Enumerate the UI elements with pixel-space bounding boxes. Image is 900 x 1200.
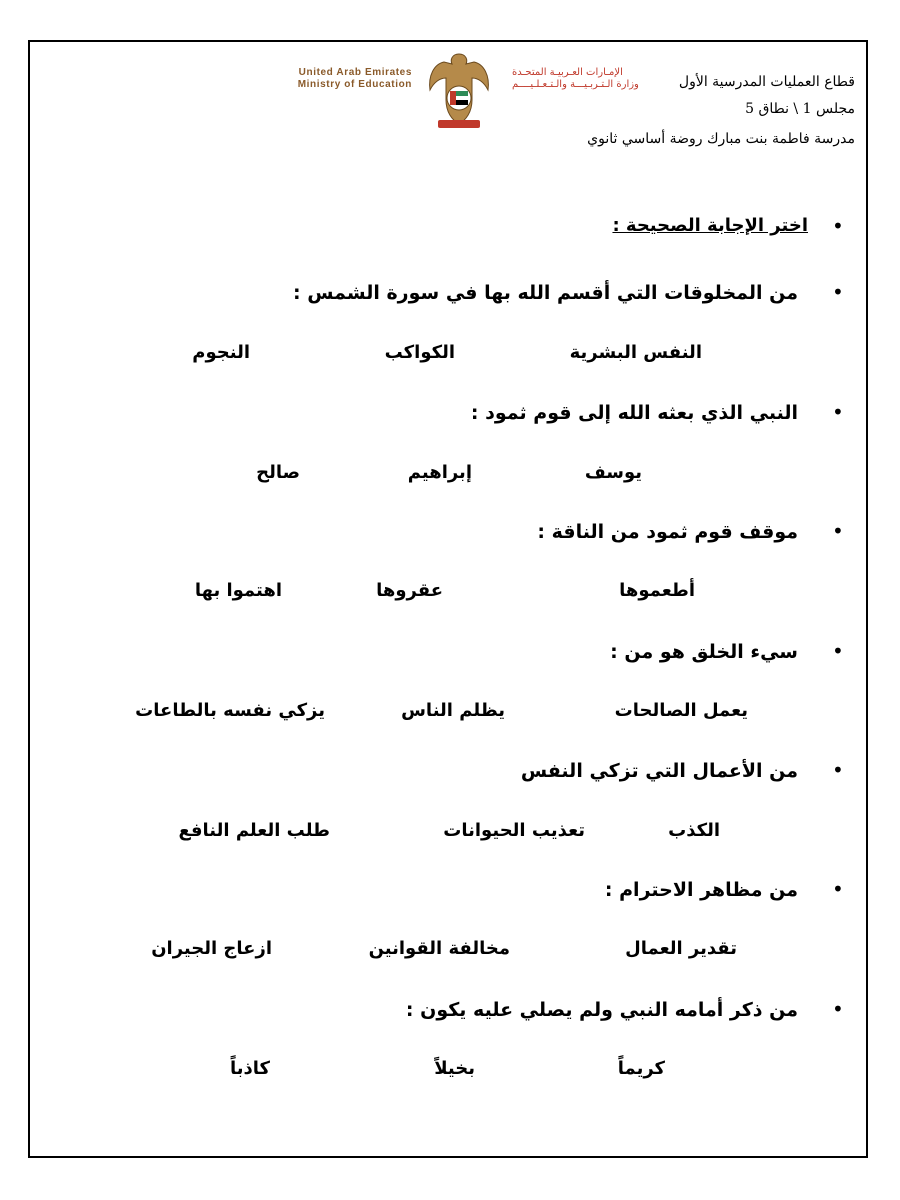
page-border	[28, 40, 868, 1158]
q2-option-1: يوسف	[584, 462, 642, 483]
q7-option-1: كريماً	[617, 1058, 665, 1079]
logo-english-text	[272, 67, 412, 91]
instructions-title: اختر الإجابة الصحيحة :	[612, 215, 808, 236]
bullet-icon: •	[832, 997, 844, 1021]
q4-option-3: يزكي نفسه بالطاعات	[135, 700, 325, 721]
logo-ar-line1: الإمـارات العـربيـة المتحـدة	[512, 67, 623, 78]
bullet-icon: •	[832, 214, 844, 238]
logo-arabic-text	[512, 67, 644, 91]
question-1: من المخلوقات التي أقسم الله بها في سورة الشمس :	[293, 282, 798, 304]
question-6: من مظاهر الاحترام :	[604, 879, 798, 901]
q6-option-1: تقدير العمال	[625, 938, 737, 959]
header-council: مجلس 1 \ نطاق 5	[745, 101, 855, 117]
q1-option-3: النجوم	[192, 342, 250, 363]
question-3: موقف قوم ثمود من الناقة :	[537, 521, 798, 543]
q4-option-1: يعمل الصالحات	[614, 700, 748, 721]
bullet-icon: •	[832, 877, 844, 901]
logo-en-line2: Ministry of Education	[297, 79, 412, 90]
q1-option-2: الكواكب	[384, 342, 455, 363]
logo-en-line1: United Arab Emirates	[298, 67, 412, 78]
q7-option-2: بخيلاً	[434, 1058, 475, 1079]
bullet-icon: •	[832, 639, 844, 663]
q3-option-3: اهتموا بها	[194, 580, 282, 601]
header-school: مدرسة فاطمة بنت مبارك روضة أساسي ثانوي	[587, 131, 855, 147]
question-7: من ذكر أمامه النبي ولم يصلي عليه يكون :	[405, 999, 798, 1021]
q5-option-1: الكذب	[668, 820, 720, 841]
q3-option-2: عقروها	[376, 580, 443, 601]
q1-option-1: النفس البشرية	[569, 342, 702, 363]
q3-option-1: أطعموها	[619, 580, 695, 601]
q4-option-2: يظلم الناس	[401, 700, 505, 721]
q7-option-3: كاذباً	[230, 1058, 270, 1079]
question-5: من الأعمال التي تزكي النفس	[520, 760, 798, 782]
q6-option-2: مخالفة القوانين	[368, 938, 510, 959]
bullet-icon: •	[832, 758, 844, 782]
uae-emblem-icon	[424, 50, 494, 132]
bullet-icon: •	[832, 280, 844, 304]
logo-ar-line2: وزارة الـتـربـيـــة والـتـعـلـيــــم	[512, 79, 639, 90]
q2-option-2: إبراهيم	[407, 462, 472, 483]
bullet-icon: •	[832, 519, 844, 543]
question-4: سيء الخلق هو من :	[610, 641, 798, 663]
q5-option-3: طلب العلم النافع	[178, 820, 330, 841]
q2-option-3: صالح	[256, 462, 300, 483]
q6-option-3: ازعاج الجيران	[151, 938, 272, 959]
header-sector: قطاع العمليات المدرسية الأول	[678, 74, 855, 90]
question-2: النبي الذي بعثه الله إلى قوم ثمود :	[470, 402, 798, 424]
q5-option-2: تعذيب الحيوانات	[443, 820, 585, 841]
bullet-icon: •	[832, 400, 844, 424]
